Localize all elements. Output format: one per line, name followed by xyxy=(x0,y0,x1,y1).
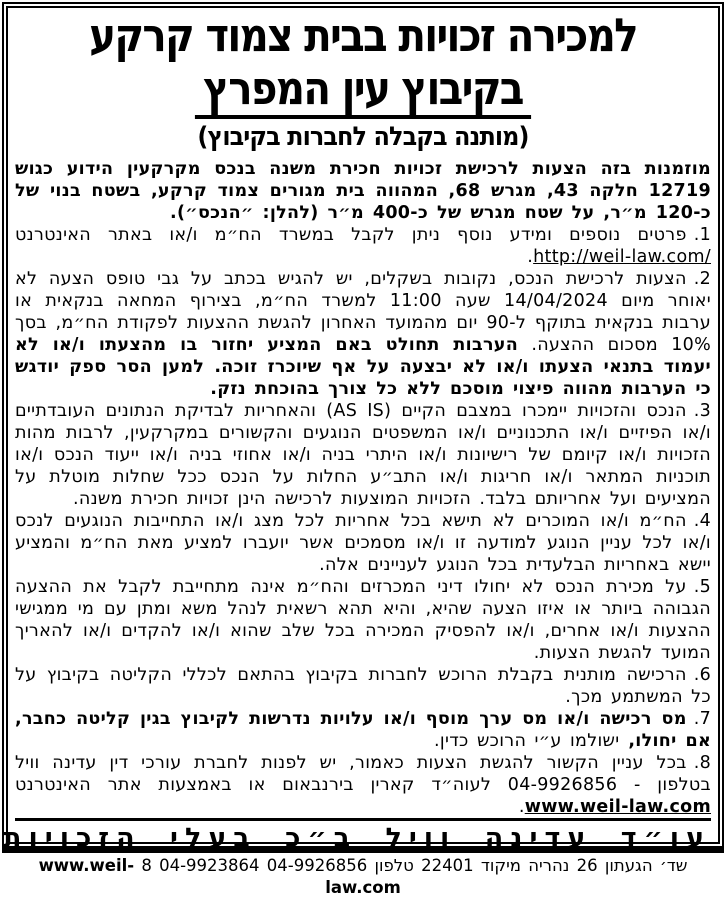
term-text: ישולמו ע״י הרוכש כדין. xyxy=(434,731,620,752)
term-text: הערבות תחולט באם המציע יחזור בו מהצעתו ו/או לא יעמוד בתנאי הצעתו ו/או לא יבצעה על אף שיוכרז זוכה. למען הסר ספק יודגש כי הערבות מהווה פיצוי מוסכם ללא כל צורך בהוכחת נזק. xyxy=(15,335,711,400)
term-number: 2. xyxy=(693,269,711,290)
ad-footer xyxy=(3,821,711,901)
term-text: מס רכישה ו/או מס ערך מוסף ו/או עלויות נדרשות לקיבוץ בגין קליטה כחבר, אם יחולו, xyxy=(15,709,711,752)
term-item-6 xyxy=(15,664,711,708)
term-number: 4. xyxy=(693,511,711,532)
terms-list xyxy=(15,224,711,818)
intro-paragraph: מוזמנות בזה הצעות לרכישת זכויות חכירת משנה בנכס מקרקעין הידוע כגוש 12719 חלקה 43, מגרש 68, המהווה בית מגורים צמוד קרקע, בשטח בנוי של כ-120 מ״ר, על שטח מגרש של כ-400 מ״ר (להלן: ״הנכס״). xyxy=(15,159,711,224)
term-item-1 xyxy=(15,224,711,268)
term-item-8 xyxy=(15,752,711,818)
term-text: על מכירת הנכס לא יחולו דיני המכרזים והח״מ אינה מתחייבת לקבל את ההצעה הגבוהה ביותר או איזו הצעה שהיא, והיא תהא רשאית לנהל משא ומתן עם מי ממגישי ההצעות ו/או אחרים, ו/או להפסיק המכירה בכל שלב שהוא ו/או להקדים ו/או להאריך המועד להגשת הצעות. xyxy=(15,577,711,664)
term-number: 6. xyxy=(693,665,711,686)
term-number: 3. xyxy=(693,401,712,422)
term-number: 5. xyxy=(693,577,711,598)
footer-website-link[interactable]: www.weil-law.com xyxy=(38,856,401,898)
term-item-2 xyxy=(15,268,711,400)
term-text: הצעות לרכישת הנכס, נקובות בשקלים, יש להגיש בכתב על גבי טופס הצעה לא יאוחר מיום 14/04/2024 שעה 11:00 למשרד הח״מ, בצירוף המחאה בנקאית או ערבות בנקאית בתוקף ל-90 יום מהמועד האחרון להגשת ההצעות לפקודת הח״מ, בסך 10% מסכום ההצעה. xyxy=(15,269,712,356)
term-item-3 xyxy=(15,400,711,510)
title-line2 xyxy=(57,60,669,120)
office-address: שד׳ הגעתון 26 נהריה מיקוד 22401 טלפון 04-9926856 04-9923864 xyxy=(159,856,688,876)
term-item-5 xyxy=(15,576,711,664)
term-number: 7. xyxy=(693,709,711,730)
term-text: פרטים נוספים ומידע נוסף ניתן לקבל במשרד הח״מ ו/או באתר האינטרנט xyxy=(15,225,687,246)
attorney-name: עו״ד עדינה וויל ב״כ בעלי הזכויות xyxy=(3,823,711,855)
contact-line xyxy=(15,855,711,901)
term-number: 1. xyxy=(693,225,711,246)
item1-website-link[interactable]: http://weil-law.com/ xyxy=(533,247,711,268)
term-item-7 xyxy=(15,708,711,752)
term-text: הח״מ ו/או המוכרים לא תישא בכל אחריות לכל מצג ו/או התחייבות הנוגעים לנכס ו/או לכל עניין הנוגע למודעה זו ו/או מסמכים אשר יועברו למציע מאת הח״מ והמציע יישא באחריות הבלעדית בכל הנוגע לעניינים אלה. xyxy=(15,511,711,576)
title-line1: למכירה זכויות בבית צמוד קרקע xyxy=(89,8,637,62)
term-number: 8. xyxy=(693,753,711,774)
item8-website-link[interactable]: www.weil-law.com xyxy=(524,797,711,818)
outer-frame xyxy=(2,2,724,898)
website-icon: 8 xyxy=(141,856,152,876)
term-text: . xyxy=(527,247,534,268)
title-line2-underlined: בקיבוץ עין המפרץ xyxy=(194,63,531,120)
term-text: בכל עניין הקשור להגשת הצעות כאמור, יש לפנות לחברת עורכי דין עדינה וויל בטלפון - 04-9926856 לעוה״ד קארין בירנבאום או באמצעות אתר האינטרנט xyxy=(15,753,711,796)
term-item-4 xyxy=(15,510,711,576)
term-text: . xyxy=(518,797,525,818)
title-line3: (מותנה בקבלה לחברות בקיבוץ) xyxy=(197,122,529,153)
ad-header xyxy=(15,10,711,156)
term-text: הנכס והזכויות יימכרו במצבם הקיים (AS IS) והאחריות לבדיקת הנתונים העובדתיים ו/או הפיזיים ו/או התכנוניים ו/או המשפטים הנוגעים והקשורים במקרקעין, לרבות מהות הזכויות ו/או קיומם של רישיונות ו/או היתרי בניה ו/או אחוזי בניה ו/או ייעוד הנכס ו/או תוכניות המתאר ו/או חריגות ו/או התב״ע החלות על הנכס ככל שחלות מוטלת על המציעים ועל אחריותם בלבד. הזכויות המוצעות לרכישה הינן זכויות חכירת משנה. xyxy=(15,401,711,510)
inner-frame xyxy=(3,6,720,898)
term-text: הרכישה מותנית בקבלת הרוכש לחברות בקיבוץ בהתאם לכללי הקליטה בקיבוץ על כל המשתמע מכך. xyxy=(15,665,711,708)
